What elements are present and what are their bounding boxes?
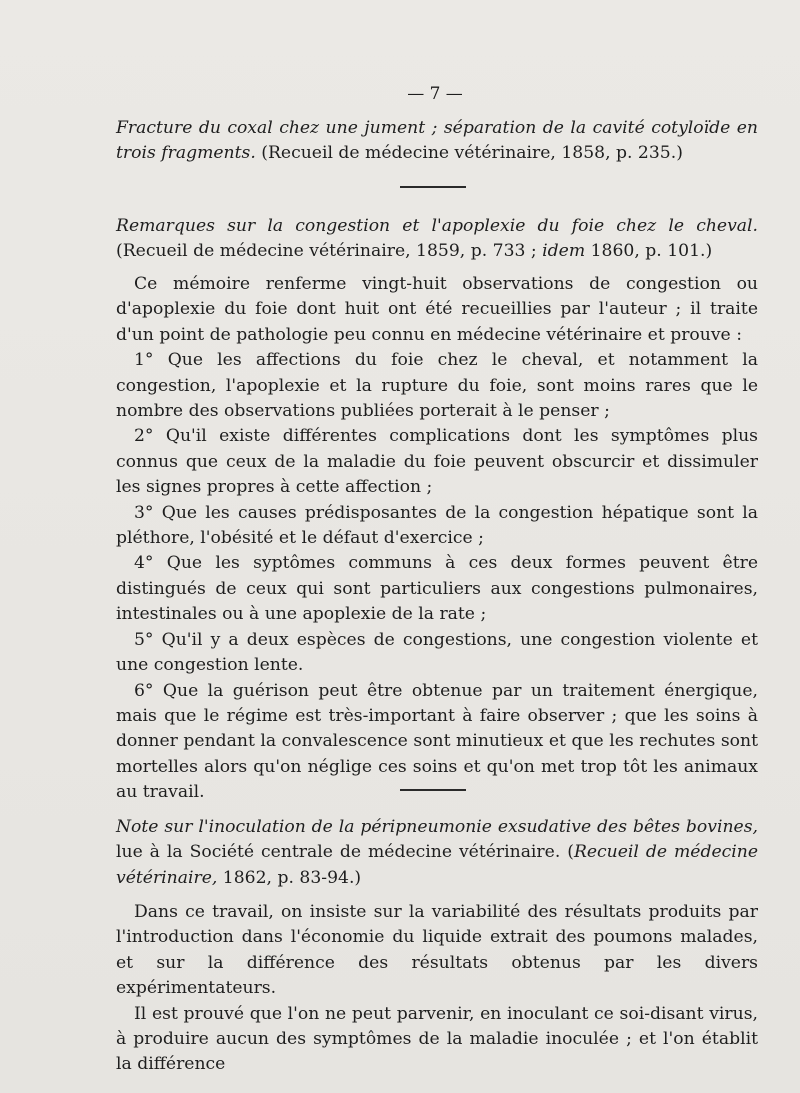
entry-title: Note sur l'inoculation de la péripneumonie exsudative des bêtes bovines,: [116, 817, 758, 837]
section-divider: [400, 186, 466, 188]
paragraph: Ce mémoire renferme vingt-huit observations de congestion ou d'apoplexie du foie dont huit ont été recueillies par l'auteur ; il traite d'un point de pathologie peu connu en médecine vétérinaire et prouve :: [116, 274, 758, 345]
section-divider: [400, 789, 466, 791]
paragraph: Il est prouvé que l'on ne peut parvenir, en inoculant ce soi-disant virus, à produire aucun des symptômes de la maladie inoculée ; et l'on établit la différence: [116, 1003, 758, 1075]
entry-title: Remarques sur la congestion et l'apoplexie du foie chez le cheval.: [116, 216, 758, 236]
entry-citation: 1860, p. 101.): [585, 241, 713, 262]
entry-title: Fracture du coxal chez une jument ; séparation de la cavité cotyloïde en trois fragments.: [116, 118, 758, 164]
entry-citation-idem: idem: [542, 241, 586, 262]
paragraph: 1° Que les affections du foie chez le cheval, et notamment la congestion, l'apoplexie et la rupture du foie, sont moins rares que le nombre des observations publiées porterait à le penser ;: [116, 350, 758, 422]
paragraph: 2° Qu'il existe différentes complications dont les symptômes plus connus que ceux de la maladie du foie peuvent obscurcir et dissimuler les signes propres à cette affection ;: [116, 426, 758, 498]
entry-congestion: [116, 214, 758, 265]
entry-inoculation-body: [116, 900, 758, 1078]
entry-inoculation: [116, 815, 758, 891]
paragraph: 6° Que la guérison peut être obtenue par un traitement énergique, mais que le régime est très-important à faire observer ; que les soins à donner pendant la convalescence sont minutieux et que les rechutes sont mortelles alors qu'on néglige ces soins et qu'on met trop tôt les animaux au travail.: [116, 680, 758, 803]
entry-citation-journal: Recueil de médecine vétérinaire,: [116, 842, 758, 888]
entry-fracture: [116, 116, 758, 167]
entry-citation: 1862, p. 83-94.): [217, 867, 362, 888]
entry-citation: (Recueil de médecine vétérinaire, 1859, p. 733 ;: [116, 241, 543, 262]
entry-citation: (Recueil de médecine vétérinaire, 1858, p. 235.): [255, 143, 683, 164]
entry-citation: lue à la Société centrale de médecine vétérinaire. (: [116, 842, 574, 863]
paragraph: 3° Que les causes prédisposantes de la congestion hépatique sont la pléthore, l'obésité et le défaut d'exercice ;: [116, 502, 758, 549]
paragraph: 4° Que les syptômes communs à ces deux formes peuvent être distingués de ceux qui sont particuliers aux congestions pulmonaires, intestinales ou à une apoplexie de la rate ;: [116, 553, 758, 625]
page-number: — 7 —: [407, 84, 463, 104]
entry-congestion-body: [116, 272, 758, 806]
paragraph: 5° Qu'il y a deux espèces de congestions, une congestion violente et une congestion lente.: [116, 629, 758, 676]
paragraph: Dans ce travail, on insiste sur la variabilité des résultats produits par l'introduction dans l'économie du liquide extrait des poumons malades, et sur la différence des résultats obtenus par les divers expérimentateurs.: [116, 902, 758, 999]
